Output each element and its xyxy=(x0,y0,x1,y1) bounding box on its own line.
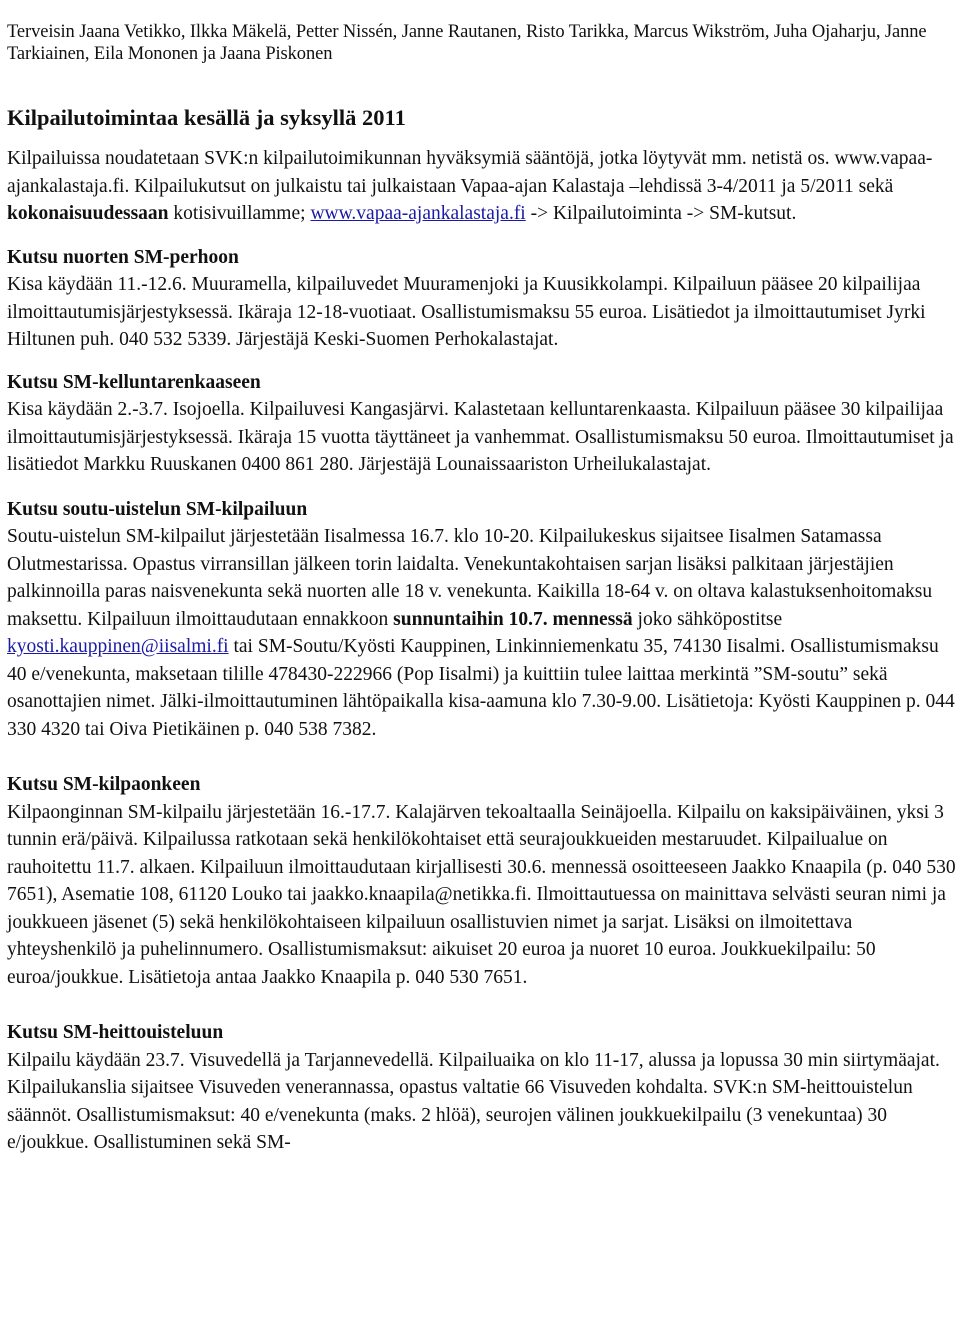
section-heading: Kutsu SM-heittouisteluun xyxy=(7,1022,224,1043)
section-body: Kisa käydään 2.-3.7. Isojoella. Kilpailuvesi Kangasjärvi. Kalastetaan kelluntarenkaasta. Kilpailuun pääsee 30 kilpailijaa ilmoittautumisjärjestyksessä. Ikäraja 15 vuotta täyttäneet ja vanhemmat. Osallistumismaksu 50 euroa. Ilmoittautumiset ja lisätiedot Markku Ruuskanen 0400 861 280. Järjestäjä Lounaissaariston Urheilukalastajat. xyxy=(7,399,954,475)
greeting-text: Terveisin Jaana Vetikko, Ilkka Mäkelä, Petter Nissén, Janne Rautanen, Risto Tarikka, Marcus Wikström, Juha Ojaharju, Janne Tarkiainen, Eila Mononen ja Jaana Piskonen xyxy=(7,22,927,64)
email-link[interactable]: kyosti.kauppinen@iisalmi.fi xyxy=(7,636,229,657)
soutu-text-b: joko sähköpostitse xyxy=(632,608,783,630)
website-link[interactable]: www.vapaa-ajankalastaja.fi xyxy=(310,203,526,224)
document xyxy=(7,0,959,1157)
section-body: Kilpailu käydään 23.7. Visuvedellä ja Tarjannevedellä. Kilpailuaika on klo 11-17, alussa ja lopussa 30 min siirtymäajat. Kilpailukanslia sijaitsee Visuveden venerannassa, opastus valtatie 66 Visuveden kohdalta. SVK:n SM-heittouistelun säännöt. Osallistumismaksut: 40 e/venekunta (maks. 2 hlöä), seurojen välinen joukkuekilpailu (3 venekuntaa) 30 e/joukkue. Osallistuminen sekä SM- xyxy=(7,1049,940,1153)
section-body xyxy=(7,523,959,743)
intro-paragraph xyxy=(7,145,959,228)
section-sm-kilpaonki xyxy=(7,771,959,991)
section-heading: Kutsu SM-kelluntarenkaaseen xyxy=(7,371,261,393)
section-heading: Kutsu soutu-uistelun SM-kilpailuun xyxy=(7,498,308,520)
intro-bold: kokonaisuudessaan xyxy=(7,203,169,224)
soutu-text-c: tai SM-Soutu/Kyösti Kauppinen, Linkinniemenkatu 35, 74130 Iisalmi. Osallistumismaksu 40 e/venekunta, maksetaan tilille 478430-222966 (Pop Iisalmi) ja kuittiin tulee laittaa merkintä ”SM-soutu” sekä osanottajien nimet. Jälki-ilmoittautuminen lähtöpaikalla kisa-aamuna klo 7.30-9.00. Lisätietoja: Kyösti Kauppinen p. 044 330 4320 tai Oiva Pietikäinen p. 040 538 7382. xyxy=(7,636,955,740)
deadline-bold: sunnuntaihin 10.7. mennessä xyxy=(393,608,633,630)
intro-text-a: Kilpailuissa noudatetaan SVK:n kilpailutoimikunnan hyväksymiä sääntöjä, jotka löytyvät mm. netistä os. www.vapaa-ajankalastaja.fi. Kilpailukutsut on julkaistu tai julkaistaan Vapaa-ajan Kalastaja –lehdissä 3-4/2011 ja 5/2011 sekä xyxy=(7,148,933,197)
section-sm-heittouistelu xyxy=(7,1019,959,1157)
section-heading: Kutsu nuorten SM-perhoon xyxy=(7,246,239,268)
soutu-text-a: Soutu-uistelun SM-kilpailut järjestetään Iisalmessa 16.7. klo 10-20. Kilpailukeskus sijaitsee Iisalmen Satamassa Olutmestarissa. Opastus virransillan jälkeen torin laidalta. Venekuntakohtaisen sarjan lisäksi palkitaan järjestäjien palkinnoilla paras naisvenekunta sekä nuorten alle 18 v. venekunta. Kaikilla 18-64 v. on oltava kalastuksenhoitomaksu maksettu. Kilpailuun ilmoittaudutaan ennakkoon xyxy=(7,526,933,630)
section-heading: Kutsu SM-kilpaonkeen xyxy=(7,774,201,795)
section-body: Kisa käydään 11.-12.6. Muuramella, kilpailuvedet Muuramenjoki ja Kuusikkolampi. Kilpailuun pääsee 20 kilpailijaa ilmoittautumisjärjestyksessä. Ikäraja 12-18-vuotiaat. Osallistumismaksu 55 euroa. Lisätiedot ja ilmoittautumiset Jyrki Hiltunen puh. 040 532 5339. Järjestäjä Keski-Suomen Perhokalastajat. xyxy=(7,274,926,350)
section-sm-kelluntarengas xyxy=(7,369,959,479)
section-soutu-uistelu xyxy=(7,496,959,744)
intro-text-c: -> Kilpailutoiminta -> SM-kutsut. xyxy=(525,203,797,224)
section-body: Kilpaonginnan SM-kilpailu järjestetään 16.-17.7. Kalajärven tekoaltaalla Seinäjoella. Kilpailu on kaksipäiväinen, yksi 3 tunnin erä/päivä. Kilpailussa ratkotaan sekä henkilökohtaiset että seurajoukkueiden mestaruudet. Kilpailualue on rauhoitettu 11.7. alkaen. Kilpailuun ilmoittaudutaan kirjallisesti 30.6. mennessä osoitteeseen Jaakko Knaapila (p. 040 530 7651), Asematie 108, 61120 Louko tai jaakko.knaapila@netikka.fi. Ilmoittautuessa on mainittava selvästi seuran nimi ja joukkueen jäsenet (5) sekä henkilökohtaiseen kilpailuun osallistuvien nimet ja sarjat. Lisäksi on ilmoitettava yhteyshenkilö ja puhelinnumero. Osallistumismaksut: aikuiset 20 euroa ja nuoret 10 euroa. Joukkuekilpailu: 50 euroa/joukkue. Lisätietoja antaa Jaakko Knaapila p. 040 530 7651. xyxy=(7,801,956,988)
intro-text-b: kotisivuillamme; xyxy=(168,203,311,224)
section-nuorten-sm-perho xyxy=(7,244,959,354)
page-title: Kilpailutoimintaa kesällä ja syksyllä 2011 xyxy=(7,105,406,130)
